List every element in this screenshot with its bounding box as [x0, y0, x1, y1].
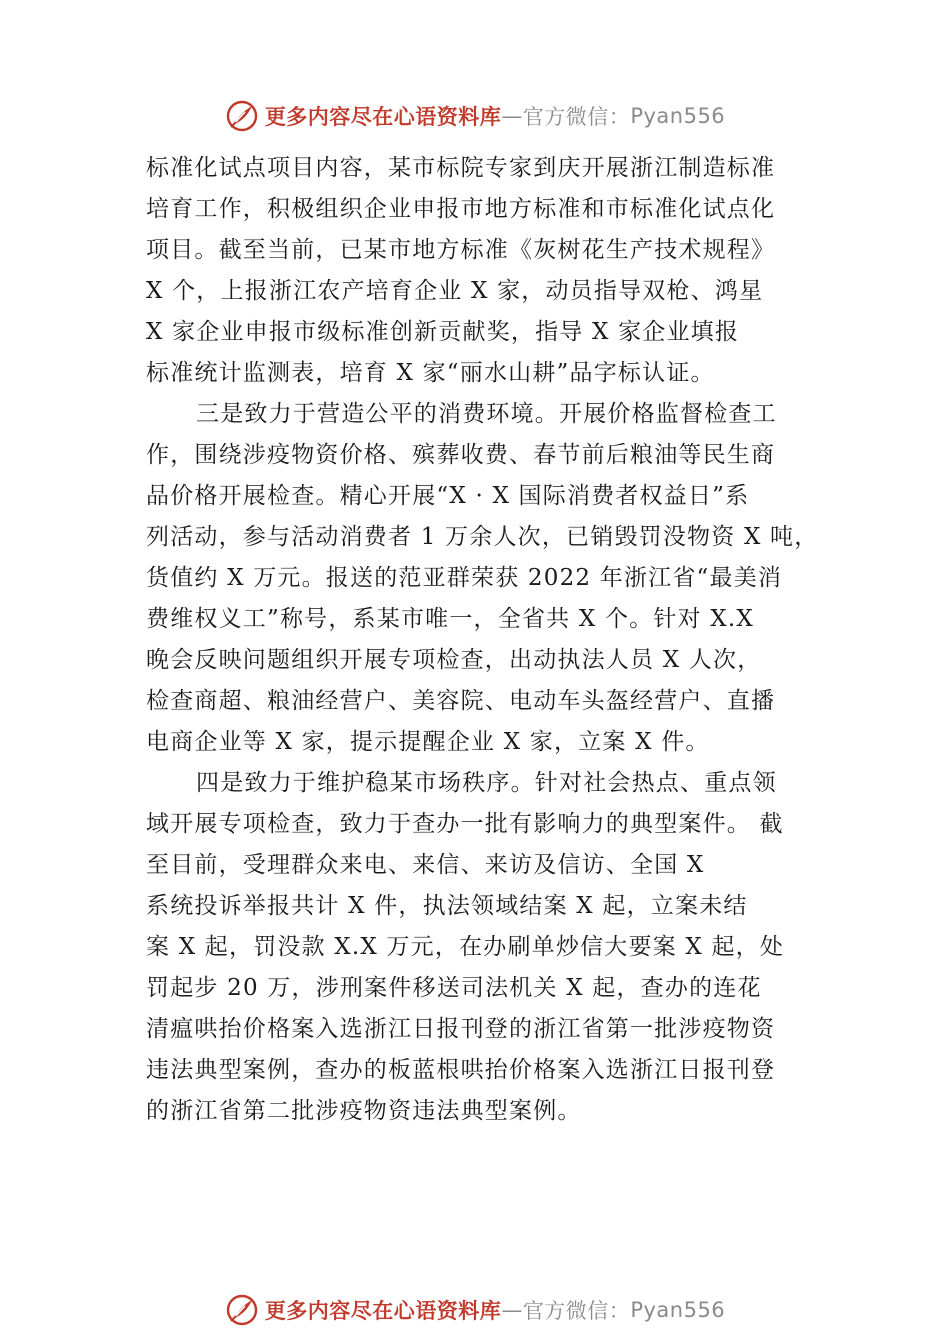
watermark-brand: 更多内容尽在心语资料库	[264, 104, 502, 129]
body-line: 清瘟哄抬价格案入选浙江日报刊登的浙江省第一批涉疫物资	[146, 1016, 776, 1042]
watermark-label: 官方微信：	[522, 1299, 631, 1323]
document-body	[146, 148, 819, 1132]
body-line: 晚会反映问题组织开展专项检查，出动执法人员 X 人次，	[146, 647, 762, 673]
body-line: 货值约 X 万元。报送的范亚群荣获 2022 年浙江省“最美消	[146, 565, 783, 591]
body-line: 检查商超、粮油经营户、美容院、电动车头盔经营户、直播	[146, 688, 776, 714]
watermark-account: Pyan556	[630, 104, 726, 128]
watermark-dash: —	[501, 104, 523, 128]
body-line: 三是致力于营造公平的消费环境。开展价格监督检查工	[196, 401, 777, 427]
paragraph-consumer-environment	[146, 394, 819, 763]
body-line: 标准统计监测表，培育 X 家“丽水山耕”品字标认证。	[146, 360, 715, 386]
body-line: 标准化试点项目内容，某市标院专家到庆开展浙江制造标准	[146, 155, 776, 181]
watermark-label: 官方微信：	[522, 105, 631, 129]
body-line: 电商企业等 X 家，提示提醒企业 X 家，立案 X 件。	[146, 729, 710, 755]
body-line: 系统投诉举报共计 X 件，执法领域结案 X 起，立案未结	[146, 893, 748, 919]
body-line: 培育工作，积极组织企业申报市地方标准和市标准化试点化	[146, 196, 776, 222]
body-line: X 个，上报浙江农产培育企业 X 家，动员指导双枪、鸿星	[146, 278, 764, 304]
body-line: 项目。截至当前，已某市地方标准《灰树花生产技术规程》	[146, 237, 776, 263]
body-line: 案 X 起，罚没款 X.X 万元，在办刷单炒信大要案 X 起，处	[146, 934, 785, 960]
paragraph-standardization	[146, 148, 812, 394]
quill-logo-icon	[225, 1293, 259, 1327]
body-line: 域开展专项检查，致力于查办一批有影响力的典型案件。 截	[146, 811, 784, 837]
body-line: 罚起步 20 万，涉刑案件移送司法机关 X 起，查办的连花	[146, 975, 762, 1001]
body-line: 费维权义工”称号，系某市唯一，全省共 X 个。针对 X.X	[146, 606, 754, 632]
body-line: 违法典型案例，查办的板蓝根哄抬价格案入选浙江日报刊登	[146, 1057, 776, 1083]
header-watermark	[0, 94, 950, 138]
paragraph-market-order	[146, 763, 812, 1132]
watermark-brand: 更多内容尽在心语资料库	[264, 1298, 502, 1323]
body-line: 四是致力于维护稳某市场秩序。针对社会热点、重点领	[196, 770, 777, 796]
body-line: 至目前，受理群众来电、来信、来访及信访、全国 X	[146, 852, 705, 878]
body-line: X 家企业申报市级标准创新贡献奖，指导 X 家企业填报	[146, 319, 740, 345]
body-line: 列活动，参与活动消费者 1 万余人次，已销毁罚没物资 X 吨，	[146, 524, 819, 550]
quill-logo-icon	[225, 99, 259, 133]
body-line: 作，围绕涉疫物资价格、殡葬收费、春节前后粮油等民生商	[146, 442, 776, 468]
watermark-account: Pyan556	[630, 1298, 726, 1322]
body-line: 品价格开展检查。精心开展“X · X 国际消费者权益日”系	[146, 483, 750, 509]
watermark-dash: —	[501, 1298, 523, 1322]
footer-watermark	[0, 1288, 950, 1332]
body-line: 的浙江省第二批涉疫物资违法典型案例。	[146, 1098, 582, 1124]
